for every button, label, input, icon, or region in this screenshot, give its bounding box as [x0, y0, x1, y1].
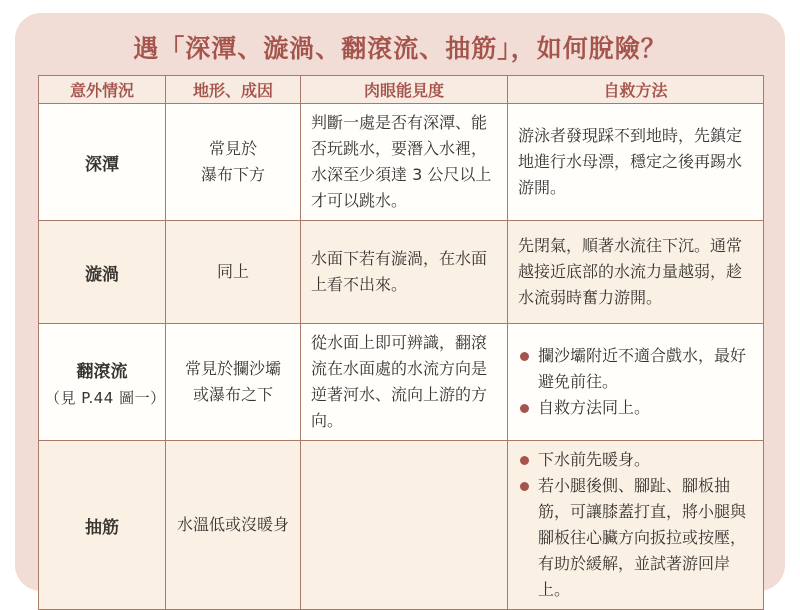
table-row-cramp	[39, 441, 764, 610]
table-row-deep-pool	[39, 104, 764, 221]
safety-info-card	[15, 13, 785, 599]
cell-visibility: 水面下若有漩渦，在水面上看不出來。	[301, 221, 508, 324]
page-title: 遇「深潭、漩渦、翻滾流、抽筋」，如何脫險？	[133, 34, 667, 63]
list-item	[520, 447, 753, 473]
bullet-icon	[520, 352, 529, 361]
bullet-icon	[520, 456, 529, 465]
terrain-line: 水溫低或沒暖身	[176, 515, 289, 534]
cell-rescue	[508, 324, 764, 441]
bullet-icon	[520, 404, 529, 413]
situation-label: 翻滾流	[76, 361, 128, 382]
terrain-line: 同上	[216, 262, 249, 281]
situation-label: 漩渦	[85, 264, 119, 285]
cell-rescue	[508, 441, 764, 610]
cell-terrain	[166, 441, 301, 610]
cell-situation	[39, 104, 166, 221]
cell-visibility: 判斷一處是否有深潭、能否玩跳水，要潛入水裡，水深至少須達 3 公尺以上才可以跳水。	[301, 104, 508, 221]
situation-label: 抽筋	[85, 517, 119, 538]
table-row-whirlpool	[39, 221, 764, 324]
terrain-line: 瀑布下方	[200, 165, 265, 184]
table-row-rolling-current	[39, 324, 764, 441]
column-header-terrain: 地形、成因	[166, 76, 301, 104]
bullet-text: 下水前先暖身。	[538, 450, 651, 469]
bullet-icon	[520, 482, 529, 491]
cell-visibility-empty	[301, 441, 508, 610]
list-item	[520, 473, 753, 603]
situation-note: （見 P.44 圖一）	[45, 388, 166, 407]
cell-terrain	[166, 324, 301, 441]
bullet-text: 若小腿後側、腳趾、腳板抽筋，可讓膝蓋打直，將小腿與腳板往心臟方向扳拉或按壓，有助於緩解，並試著游回岸上。	[538, 476, 747, 599]
terrain-line: 常見於	[208, 139, 257, 158]
cell-terrain	[166, 104, 301, 221]
list-item	[520, 343, 753, 395]
cell-rescue: 先閉氣，順著水流往下沉。通常越接近底部的水流力量越弱，趁水流弱時奮力游開。	[508, 221, 764, 324]
rescue-bullet-list	[518, 343, 753, 421]
bullet-text: 自救方法同上。	[538, 398, 651, 417]
header-row	[39, 76, 764, 104]
terrain-line: 常見於攔沙壩	[184, 359, 281, 378]
column-header-visibility: 肉眼能見度	[301, 76, 508, 104]
rescue-bullet-list	[518, 447, 753, 603]
cell-rescue: 游泳者發現踩不到地時，先鎮定地進行水母漂，穩定之後再踢水游開。	[508, 104, 764, 221]
cell-visibility: 從水面上即可辨識，翻滾流在水面處的水流方向是逆著河水、流向上游的方向。	[301, 324, 508, 441]
cell-situation	[39, 441, 166, 610]
bullet-text: 攔沙壩附近不適合戲水，最好避免前往。	[538, 346, 747, 391]
cell-terrain	[166, 221, 301, 324]
cell-situation	[39, 324, 166, 441]
rescue-table	[38, 75, 764, 610]
terrain-line: 或瀑布之下	[192, 385, 273, 404]
list-item	[520, 395, 753, 421]
cell-situation	[39, 221, 166, 324]
column-header-situation: 意外情況	[39, 76, 166, 104]
situation-label: 深潭	[85, 154, 119, 175]
column-header-rescue: 自救方法	[508, 76, 764, 104]
